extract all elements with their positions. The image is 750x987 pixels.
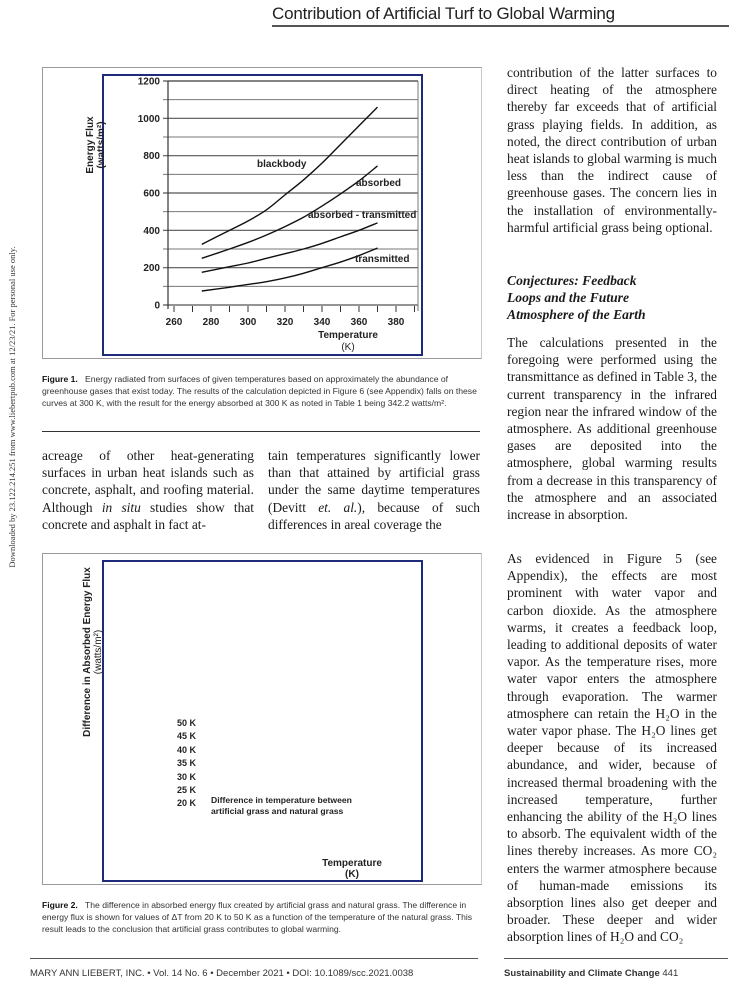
figure-2-xlabel-line1: Temperature bbox=[322, 858, 382, 869]
figure-1-gridlines bbox=[163, 81, 418, 305]
svg-text:380: 380 bbox=[387, 317, 405, 328]
figure-1-y-axis-label bbox=[85, 90, 125, 200]
page-number: 441 bbox=[662, 968, 679, 979]
right-column-para-1: contribution of the latter surfaces to direct heating of the atmosphere thereby far exceeds that of artificial grass playing fields. In addition, as noted, the direct contribution of urban heat islands to global warming is much less than the indirect cause of greenhouse gases. The concern lies in the installation of environmentally-harmful artificial grass being optional. bbox=[507, 65, 717, 235]
figure-2-chart-panel bbox=[102, 560, 423, 882]
figure-2-series-labels bbox=[176, 713, 216, 807]
label-blackbody: blackbody bbox=[257, 159, 307, 170]
footer-rule-left bbox=[30, 958, 478, 959]
figure-2-caption bbox=[42, 899, 480, 935]
text-run: ), because of such differences in areal coverage the bbox=[268, 499, 480, 532]
series-label: 25 K bbox=[176, 784, 197, 797]
figure-2-annotation-line2: artificial grass and natural grass bbox=[211, 805, 344, 816]
right-column-para-3: As evidenced in Figure 5 (see Appendix), the effects are most prominent with water vapor and carbon dioxide. As the atmosphere warms, it creates a feedback loop, leading to additional deposits of water vapor. As the temperature rises, more water vapor enters the atmosphere through evaporation. The warmer atmosphere can retain the H₂O in the water vapor phase. The H₂O lines get deeper because of its increased abundance, and wider, because of increased thermal broadening with the increased temperature, further enhancing the ability of the H₂O lines to absorb. The equivalent width of the lines thereby increases. As more CO₂ enters the warmer atmosphere because of human-made emissions its absorption lines also get deeper and broader. These deeper and wider absorption lines of H₂O and CO₂ bbox=[507, 551, 717, 945]
running-title: Contribution of Artificial Turf to Global Warming bbox=[272, 4, 615, 23]
figure-2-y-axis-label bbox=[82, 552, 118, 752]
series-label: 50 K bbox=[176, 717, 197, 730]
svg-text:200: 200 bbox=[143, 263, 160, 275]
right-column-para-2: The calculations presented in the foregoing were performed using the transmittance as defined in Table 3, the current transparency in the infrared region near the infrared window of the atmosphere. As additional greenhouse gases are deposited into the atmosphere, global warming results from a decrease in this transparency of the atmosphere and an associated increase in absorption. bbox=[507, 335, 717, 523]
figure-1-ylabel-line2: (watts/m²) bbox=[96, 121, 107, 169]
svg-text:800: 800 bbox=[143, 151, 160, 163]
figure-2-xlabel-line2: (K) bbox=[345, 869, 359, 880]
figure-1-xlabel-line2: (K) bbox=[341, 342, 355, 353]
download-note: Downloaded by 23.122.214.251 from www.liebertpub.com at 12/23/21. For personal use only. bbox=[7, 246, 17, 568]
figure-2-x-axis-label bbox=[312, 858, 392, 880]
figure-1-x-axis-label bbox=[308, 330, 388, 354]
text-italic: et. al. bbox=[318, 499, 358, 515]
figure-1-caption bbox=[42, 373, 480, 409]
figure-2-ylabel-line1: Difference in Absorbed Energy Flux bbox=[82, 567, 93, 737]
figure-2-ylabel-line2: (watts/m²) bbox=[93, 629, 104, 675]
label-absorbed-transmitted: absorbed - transmitted bbox=[308, 210, 417, 221]
text-run: acreage of other heat-generating surfaces in urban heat islands such as concrete, asphalt, and roofing material. Although bbox=[42, 448, 254, 515]
journal-name: Sustainability and Climate Change bbox=[504, 968, 660, 979]
text-run: tain temperatures significantly lower than that attained by artificial grass under the same daytime temperatures (Devitt bbox=[268, 448, 480, 515]
footer-journal bbox=[504, 968, 678, 979]
left-column-text-a bbox=[42, 447, 254, 533]
svg-text:260: 260 bbox=[165, 317, 183, 328]
figure-1-caption-label: Figure 1. bbox=[42, 374, 78, 384]
left-column-text-b bbox=[268, 447, 480, 533]
svg-text:600: 600 bbox=[143, 188, 160, 200]
figure-1-caption-text: Energy radiated from surfaces of given temperatures based on approximately the abundance of greenhouse gases that exist today. The results of the calculation depicted in Figure 6 (see Appendix) falls on these curves at 300 K, with the result for the energy absorbed at 300 K as noted in Table 1 being 342.2 watts/m². bbox=[42, 374, 477, 408]
svg-text:360: 360 bbox=[350, 317, 368, 328]
figure-2-caption-text: The difference in absorbed energy flux created by artificial grass and natural grass. The difference in energy flux is shown for values of ΔT from 20 K to 50 K as a function of the temperature of the natural grass. This result leads to the conclusion that artificial grass contributes to global warming. bbox=[42, 900, 473, 934]
figure-2-annotation bbox=[209, 795, 354, 816]
svg-text:280: 280 bbox=[202, 317, 220, 328]
figure-2-annotation-line1: Difference in temperature between bbox=[211, 795, 352, 805]
svg-text:340: 340 bbox=[313, 317, 331, 328]
text-italic: in situ bbox=[101, 499, 141, 515]
figure-1-caption-rule bbox=[42, 431, 480, 432]
figure-1-ylabel-line1: Energy Flux bbox=[85, 116, 96, 174]
figure-1-axes bbox=[138, 77, 418, 329]
svg-text:1200: 1200 bbox=[137, 76, 160, 88]
label-absorbed: absorbed bbox=[356, 178, 402, 189]
figure-1-curves bbox=[202, 107, 378, 291]
footer-citation: MARY ANN LIEBERT, INC. • Vol. 14 No. 6 • December 2021 • DOI: 10.1089/scc.2021.0038 bbox=[30, 968, 414, 979]
svg-text:0: 0 bbox=[154, 300, 160, 312]
figure-2-caption-label: Figure 2. bbox=[42, 900, 78, 910]
series-label: 20 K bbox=[176, 797, 197, 810]
series-label: 45 K bbox=[176, 730, 197, 743]
figure-1-xlabel-line1: Temperature bbox=[318, 330, 378, 341]
label-transmitted: transmitted bbox=[355, 254, 410, 265]
svg-text:320: 320 bbox=[276, 317, 294, 328]
svg-text:1000: 1000 bbox=[137, 113, 160, 125]
series-label: 30 K bbox=[176, 771, 197, 784]
text-run: studies show that concrete and asphalt in fact at- bbox=[42, 499, 254, 532]
series-label: 40 K bbox=[176, 744, 197, 757]
svg-text:300: 300 bbox=[239, 317, 257, 328]
footer-rule-right bbox=[504, 958, 728, 959]
series-label: 35 K bbox=[176, 757, 197, 770]
svg-text:400: 400 bbox=[143, 225, 160, 237]
section-heading: Conjectures: Feedback Loops and the Future Atmosphere of the Earth bbox=[507, 273, 646, 322]
